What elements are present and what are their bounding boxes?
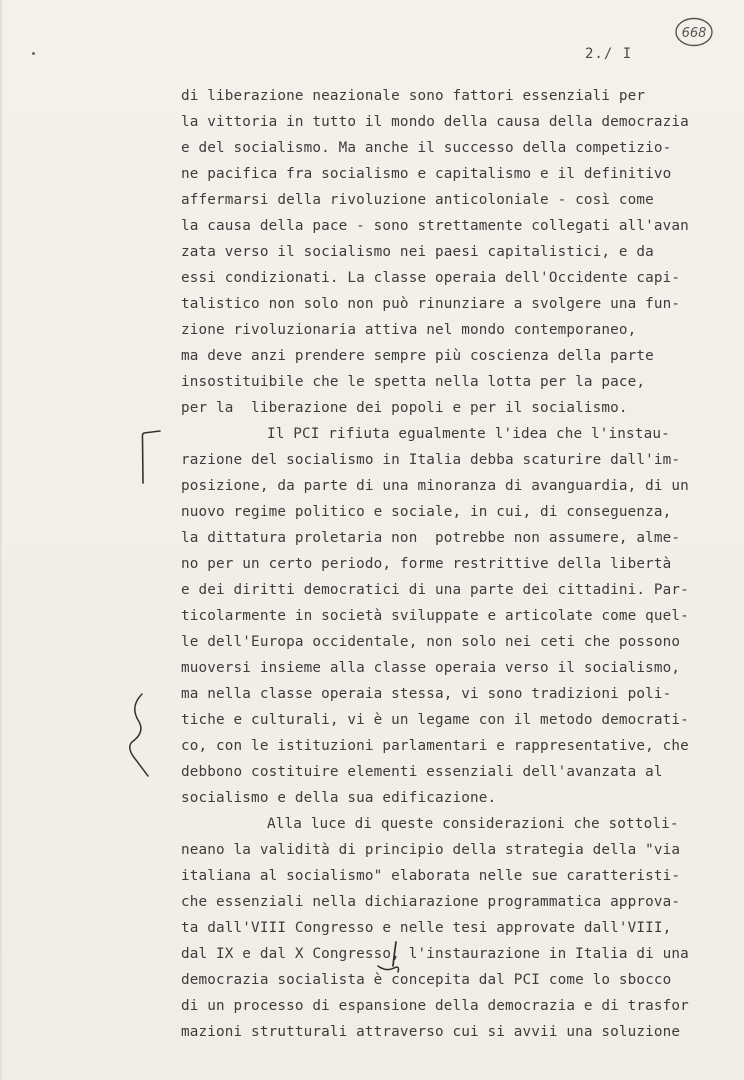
text-line: debbono costituire elementi essenziali dell'avanzata al [181, 764, 663, 780]
text-line: ma deve anzi prendere sempre più coscienza della parte [181, 348, 654, 364]
text-line: di un processo di espansione della democrazia e di trasfor [181, 998, 689, 1014]
archive-number: 668 [681, 26, 707, 41]
text-line: ta dall'VIII Congresso e nelle tesi approvate dall'VIII, [181, 920, 672, 936]
margin-bracket-mark [134, 428, 164, 488]
text-line: ma nella classe operaia stessa, vi sono tradizioni poli- [181, 686, 672, 702]
ink-speck [32, 52, 35, 55]
text-line: razione del socialismo in Italia debba scaturire dall'im- [181, 452, 681, 468]
text-line: democrazia socialista è concepita dal PCI come lo sbocco [181, 972, 672, 988]
text-line: le dell'Europa occidentale, non solo nei ceti che possono [181, 634, 681, 650]
text-line: Alla luce di queste considerazioni che sottoli- [267, 816, 679, 832]
text-line: tiche e culturali, vi è un legame con il metodo democrati- [181, 712, 689, 728]
text-line: la vittoria in tutto il mondo della causa della democrazia [181, 114, 689, 130]
text-line: italiana al socialismo" elaborata nelle sue caratteristi- [181, 868, 681, 884]
handwritten-correction-mark [374, 936, 414, 978]
text-line: socialismo e della sua edificazione. [181, 790, 497, 806]
text-line: zata verso il socialismo nei paesi capitalistici, e da [181, 244, 654, 260]
text-line: talistico non solo non può rinunziare a svolgere una fun- [181, 296, 681, 312]
text-line: dal IX e dal X Congresso, l'instaurazione in Italia di una [181, 946, 689, 962]
text-line: la causa della pace - sono strettamente collegati all'avan [181, 218, 689, 234]
text-line: la dittatura proletaria non potrebbe non assumere, almе- [181, 530, 681, 546]
text-line: muoversi insieme alla classe operaia verso il socialismo, [181, 660, 681, 676]
text-line: co, con le istituzioni parlamentari e rappresentative, che [181, 738, 689, 754]
text-line: e del socialismo. Ma anche il successo della competizio- [181, 140, 672, 156]
text-line: zione rivoluzionaria attiva nel mondo contemporaneo, [181, 322, 637, 338]
text-line: di liberazione neazionale sono fattori essenziali per [181, 88, 646, 104]
text-line: insostituibile che le spetta nella lotta per la pace, [181, 374, 646, 390]
text-line: per la liberazione dei popoli e per il socialismo. [181, 400, 628, 416]
text-line: che essenziali nella dichiarazione programmatica approva- [181, 894, 681, 910]
text-line: nuovo regime politico e sociale, in cui, di conseguenza, [181, 504, 672, 520]
text-line: posizione, da parte di una minoranza di avanguardia, di un [181, 478, 689, 494]
text-line: Il PCI rifiuta egualmente l'idea che l'instau- [267, 426, 670, 442]
text-line: mazioni strutturali attraverso cui si avvii una soluzione [181, 1024, 681, 1040]
page-number: 2./ I [585, 46, 633, 62]
archive-number-stamp [674, 15, 714, 49]
text-line: ne pacifica fra socialismo e capitalismo e il definitivo [181, 166, 672, 182]
margin-curly-mark [120, 690, 152, 780]
text-line: no per un certo periodo, forme restrittive della libertà [181, 556, 672, 572]
text-line: ticolarmente in società sviluppate e articolate come quel- [181, 608, 689, 624]
text-line: essi condizionati. La classe operaia dell'Occidente capi- [181, 270, 681, 286]
text-line: neano la validità di principio della strategia della "via [181, 842, 681, 858]
text-line: affermarsi della rivoluzione anticoloniale - così come [181, 192, 654, 208]
text-line: e dei diritti democratici di una parte dei cittadini. Par- [181, 582, 689, 598]
